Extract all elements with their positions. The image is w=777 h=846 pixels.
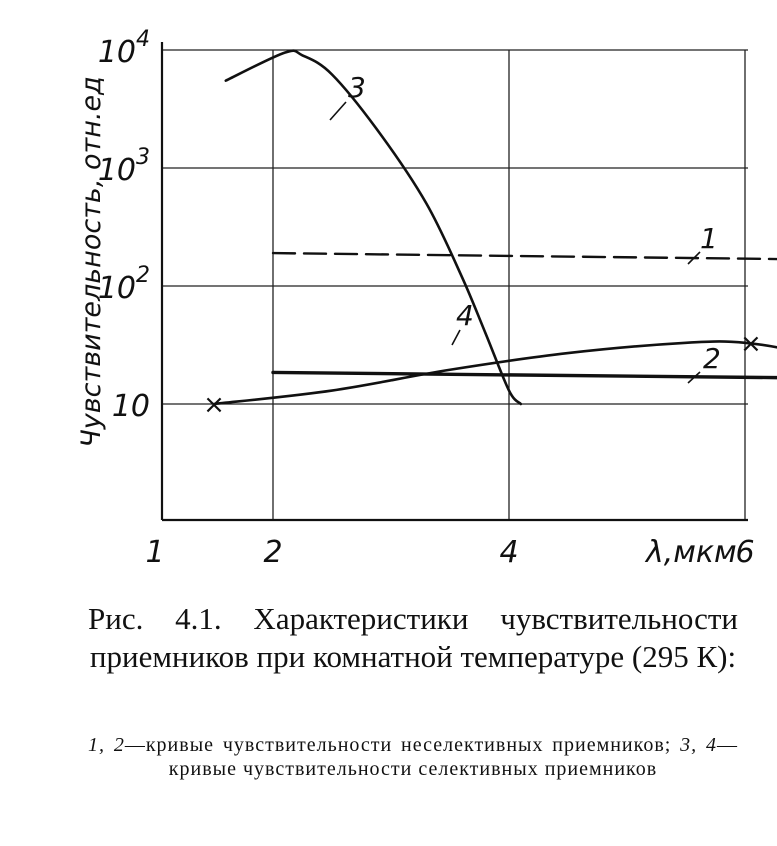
series-label-4: 4	[456, 299, 474, 332]
y-tick-label-10000	[98, 27, 150, 70]
labels-layer	[76, 27, 777, 570]
x-tick-label-2: 2	[263, 535, 283, 570]
y-tick-exponent: 2	[136, 263, 150, 288]
figure-caption-title: Рис. 4.1. Характеристики чувствительности приемников при комнатной температуре (295 К):	[88, 601, 738, 674]
x-tick-label-4: 4	[499, 535, 519, 570]
series-leader-4	[452, 330, 460, 345]
series-label-1: 1	[700, 222, 718, 255]
grid	[162, 50, 777, 520]
x-axis-label: λ,мкм	[646, 535, 737, 570]
cross-marker-2: ×	[740, 328, 762, 359]
series-line-3	[226, 51, 521, 404]
caption-note-text-1: —кривые чувствительности неселективных приемников;	[124, 734, 681, 756]
series-line-2	[273, 372, 777, 381]
y-tick-base: 10	[97, 271, 136, 306]
y-tick-exponent: 3	[136, 145, 150, 170]
x-tick-label-1: 1	[145, 535, 165, 570]
series-label-3: 3	[348, 71, 366, 104]
y-tick-base: 10	[97, 153, 136, 188]
caption-note-series-3-4: 3, 4	[680, 734, 717, 756]
cross-marker-1: ×	[203, 390, 225, 420]
axes	[162, 42, 748, 520]
y-tick-base: 10	[111, 389, 150, 424]
y-axis-label: Чувствительность, отн.ед	[76, 76, 107, 448]
y-tick-base: 10	[97, 35, 136, 70]
caption-note-text-2: —кривые чувствительности селективных приемников	[168, 734, 738, 780]
figure-caption-note	[88, 733, 738, 781]
series-leader-3	[330, 102, 346, 120]
caption-note-series-1-2: 1, 2	[88, 734, 125, 756]
y-tick-exponent: 4	[136, 27, 150, 52]
series-label-2: 2	[703, 342, 721, 375]
x-tick-label-6: 6	[735, 535, 755, 570]
y-tick-label-10	[112, 389, 150, 424]
